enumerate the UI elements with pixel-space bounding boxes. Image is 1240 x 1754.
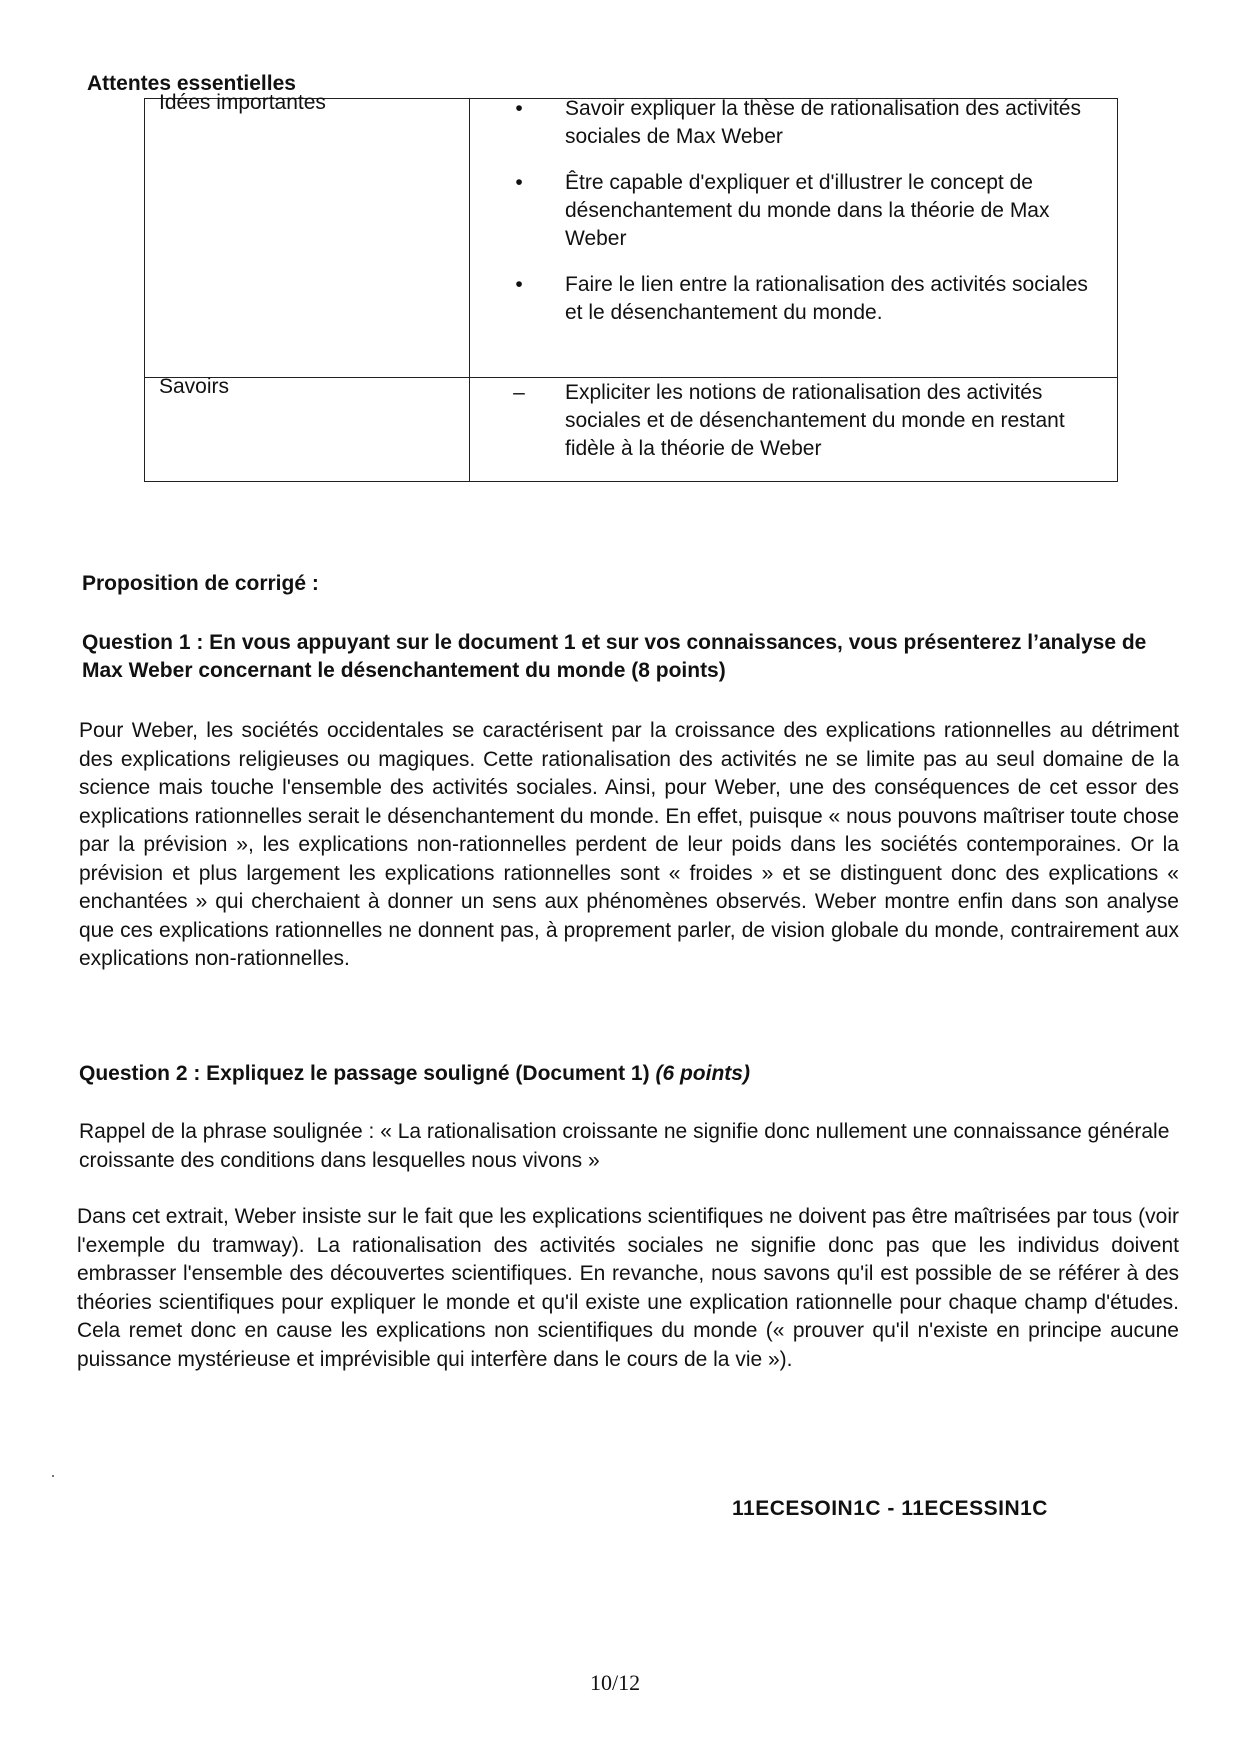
bullet-icon: • [515, 97, 523, 120]
question1-answer: Pour Weber, les sociétés occidentales se caractérisent par la croissance des explications rationnelles au détriment des explications religieuses ou magiques. Cette rationalisation des activités ne se limite pas au seul domaine de la science mais touche l'ensemble des activités sociales. Ainsi, pour Weber, une des conséquences de cet essor des explications rationnelles serait le désenchantement du monde. En effet, puisque « nous pouvons maîtriser toute chose par la prévision », les explications non-rationnelles perdent de leur poids dans les sociétés contemporaines. Or la prévision et plus largement les explications rationnelles sont « froides » et se distinguent donc des explications « enchantées » qui cherchaient à donner un sens aux phénomènes observés. Weber montre enfin dans son analyse que ces explications rationnelles ne donnent pas, à proprement parler, de vision globale du monde, contrairement aux explications non-rationnelles. [79, 719, 1179, 970]
section-title: Attentes essentielles [87, 72, 296, 95]
savoirs-list [509, 379, 1097, 483]
scan-artifact [52, 1475, 54, 1477]
question1-heading: Question 1 : En vous appuyant sur le document 1 et sur vos connaissances, vous présenterez l’analyse de Max Weber concernant le désenchantement du monde (8 points) [82, 631, 1147, 682]
bullet-icon: • [515, 273, 523, 296]
row-label-idees-importantes: Idées importantes [159, 91, 326, 114]
row-label-savoirs: Savoirs [159, 375, 230, 398]
question2-recall: Rappel de la phrase soulignée : « La rationalisation croissante ne signifie donc nullement une connaissance générale croissante des conditions dans lesquelles nous vivons » [79, 1120, 1170, 1172]
question2-points: (6 points) [655, 1062, 750, 1085]
exam-code: 11ECESOIN1C - 11ECESSIN1C [732, 1497, 1048, 1520]
proposition-title: Proposition de corrigé : [82, 572, 319, 595]
question2-heading [79, 1060, 750, 1088]
table-row-divider [145, 377, 1117, 378]
page-number: 10/12 [590, 1670, 641, 1695]
idees-importantes-list [509, 95, 1097, 347]
list-item: • Faire le lien entre la rationalisation des activités sociales et le désenchantement du monde. [509, 271, 1097, 327]
table-column-divider [469, 99, 470, 481]
question2-heading-text: Question 2 : Expliquez le passage souligné (Document 1) [79, 1062, 650, 1085]
dash-icon: – [513, 381, 525, 404]
question2-answer: Dans cet extrait, Weber insiste sur le fait que les explications scientifiques ne doivent pas être maîtrisées par tous (voir l'exemple du tramway). La rationalisation des activités sociales ne signifie donc pas que les individus doivent embrasser l'ensemble des découvertes scientifiques. En revanche, nous savons qu'il est possible de se référer à des théories scientifiques pour expliquer le monde et qu'il existe une explication rationnelle pour chaque champ d'études. Cela remet donc en cause les explications non scientifiques du monde (« prouver qu'il n'existe en principe aucune puissance mystérieuse et imprévisible qui interfère dans le cours de la vie »). [77, 1205, 1179, 1371]
list-item: • Être capable d'expliquer et d'illustrer le concept de désenchantement du monde dans la théorie de Max Weber [509, 169, 1097, 253]
expectations-table [144, 91, 1118, 482]
list-item: • Savoir expliquer la thèse de rationalisation des activités sociales de Max Weber [509, 95, 1097, 151]
bullet-icon: • [515, 171, 523, 194]
list-item: – Expliciter les notions de rationalisation des activités sociales et de désenchantement du monde en restant fidèle à la théorie de Weber [509, 379, 1097, 463]
